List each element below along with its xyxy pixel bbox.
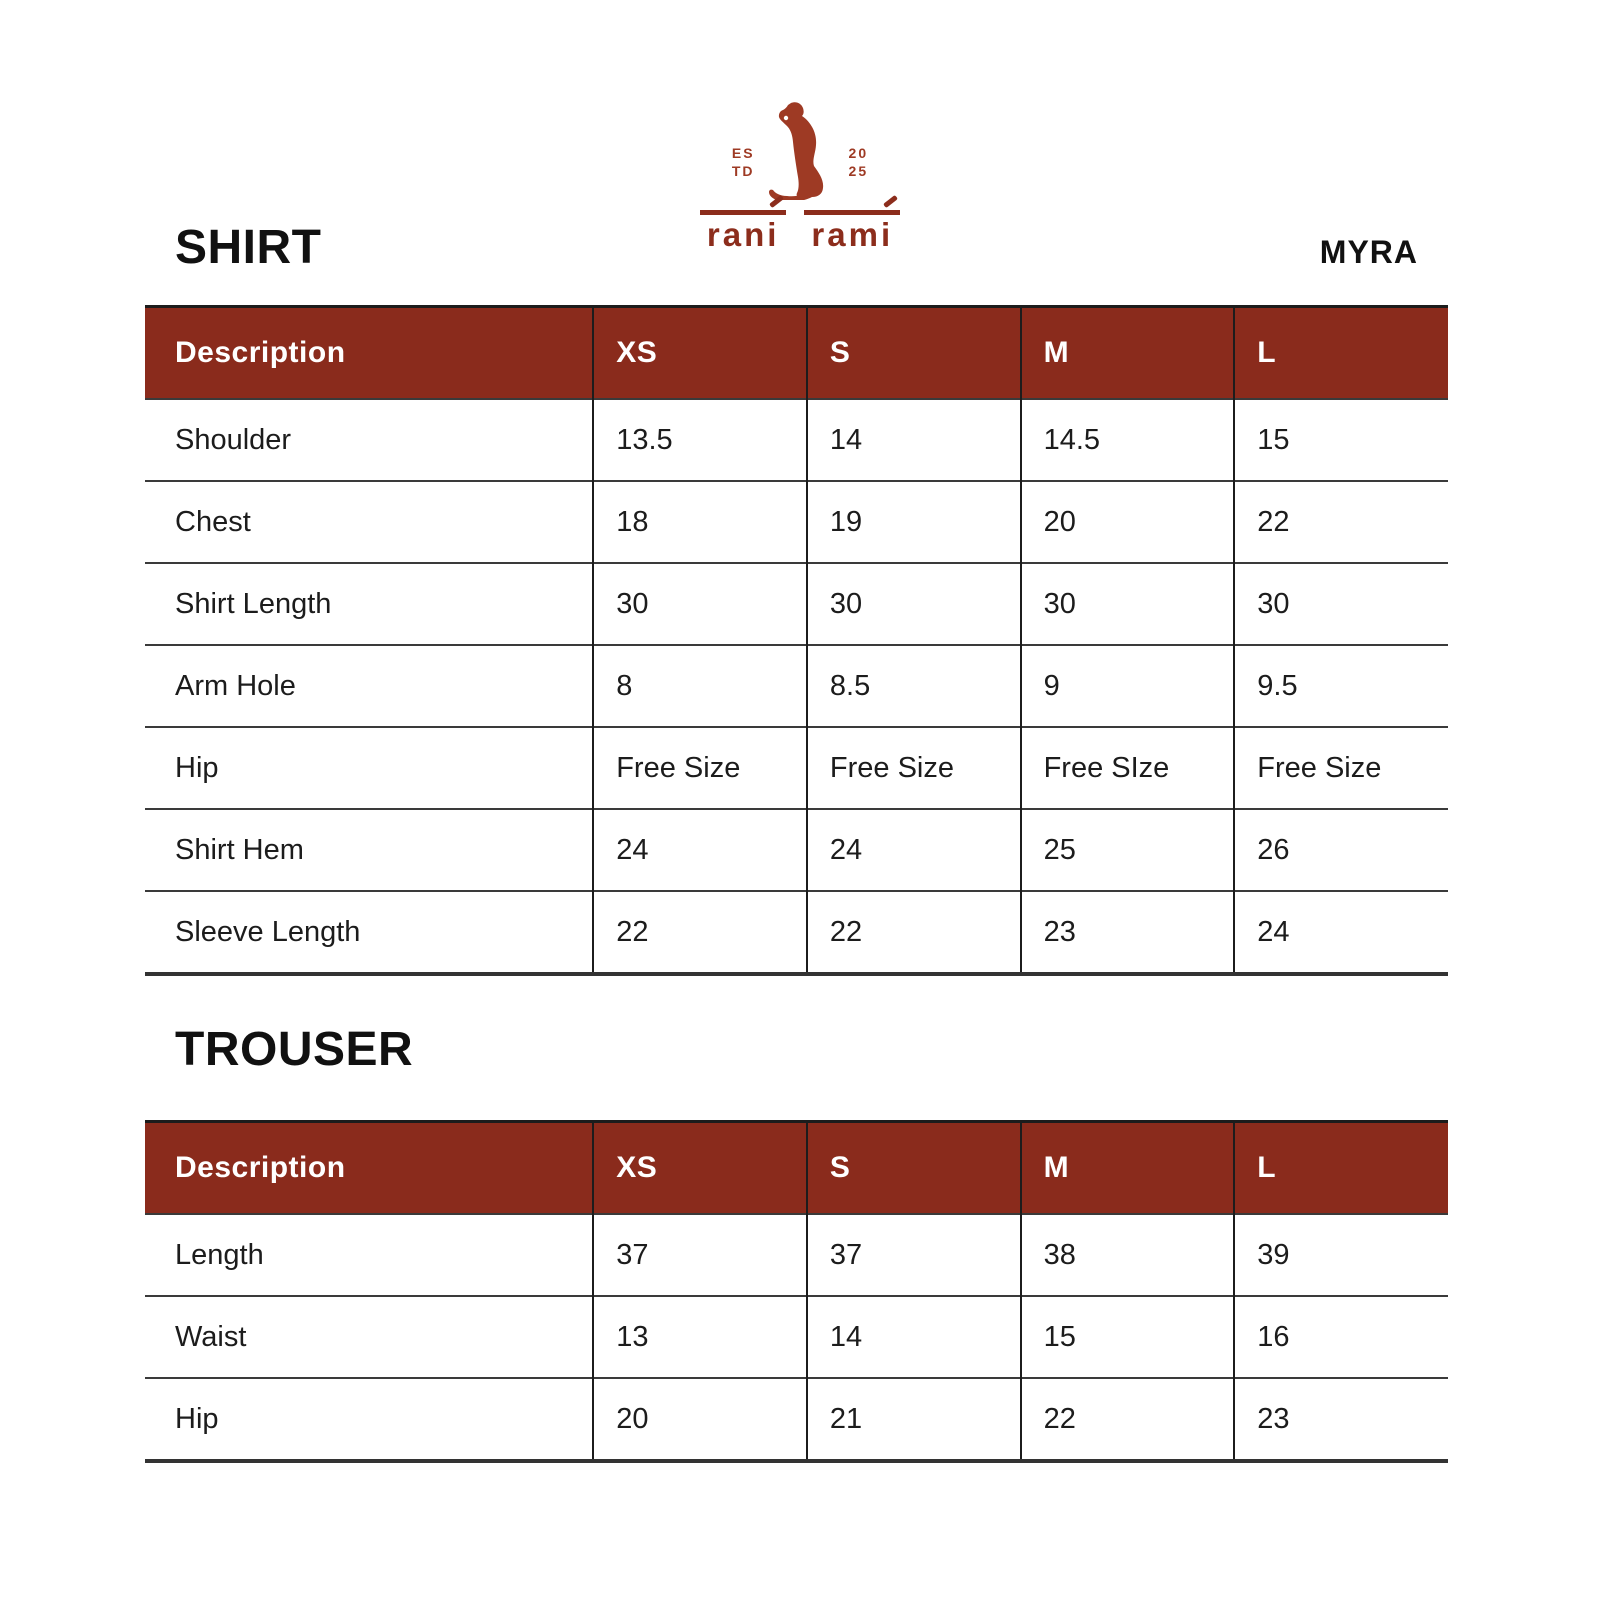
column-header-xs: XS <box>593 307 807 400</box>
column-header-s: S <box>807 307 1021 400</box>
table-row-shirt-length <box>145 563 1448 645</box>
brand-logo <box>0 100 1600 251</box>
cell-value: 22 <box>1021 1378 1235 1461</box>
row-label: Sleeve Length <box>145 891 593 974</box>
row-label: Hip <box>145 1378 593 1461</box>
cell-value: 9.5 <box>1234 645 1448 727</box>
row-label: Arm Hole <box>145 645 593 727</box>
brand-name-word-1: rani <box>700 210 787 251</box>
cell-value: Free Size <box>1234 727 1448 809</box>
table-row-chest <box>145 481 1448 563</box>
cell-value: 22 <box>1234 481 1448 563</box>
cell-value: 37 <box>593 1214 807 1296</box>
row-label: Chest <box>145 481 593 563</box>
cell-value: Free Size <box>593 727 807 809</box>
year-line2: 25 <box>848 162 869 179</box>
table-row-waist <box>145 1296 1448 1378</box>
cell-value: 24 <box>807 809 1021 891</box>
cell-value: 14 <box>807 399 1021 481</box>
trouser-section-title: TROUSER <box>175 1023 414 1076</box>
column-header-l: L <box>1234 1122 1448 1215</box>
product-name: MYRA <box>1319 234 1418 270</box>
column-header-description: Description <box>145 1122 593 1215</box>
shirt-section-title: SHIRT <box>175 221 322 274</box>
cell-value: 16 <box>1234 1296 1448 1378</box>
cell-value: 14.5 <box>1021 399 1235 481</box>
cell-value: 23 <box>1021 891 1235 974</box>
cell-value: 22 <box>807 891 1021 974</box>
cell-value: 15 <box>1234 399 1448 481</box>
cell-value: 30 <box>1234 563 1448 645</box>
column-header-m: M <box>1021 1122 1235 1215</box>
row-label: Shirt Hem <box>145 809 593 891</box>
cell-value: 20 <box>593 1378 807 1461</box>
cell-value: 13 <box>593 1296 807 1378</box>
cell-value: 25 <box>1021 809 1235 891</box>
cell-value: 8.5 <box>807 645 1021 727</box>
cell-value: 14 <box>807 1296 1021 1378</box>
table-row-arm-hole <box>145 645 1448 727</box>
table-row-sleeve-length <box>145 891 1448 974</box>
trouser-size-table <box>145 1120 1448 1463</box>
table-row-shoulder <box>145 399 1448 481</box>
estd-line2: TD <box>731 162 755 179</box>
row-label: Waist <box>145 1296 593 1378</box>
estd-text <box>732 144 755 180</box>
chart-content <box>145 221 1448 1463</box>
trouser-header-row <box>145 1122 1448 1215</box>
column-header-description: Description <box>145 307 593 400</box>
table-row-shirt-hem <box>145 809 1448 891</box>
shirt-size-table <box>145 305 1448 976</box>
cell-value: Free SIze <box>1021 727 1235 809</box>
cell-value: 19 <box>807 481 1021 563</box>
logo-emblem <box>732 100 868 200</box>
cell-value: 38 <box>1021 1214 1235 1296</box>
estd-year-text <box>849 144 869 180</box>
cell-value: 24 <box>593 809 807 891</box>
table-row-hip <box>145 1378 1448 1461</box>
cell-value: 30 <box>1021 563 1235 645</box>
year-line1: 20 <box>848 144 869 161</box>
cell-value: Free Size <box>807 727 1021 809</box>
sitting-tiger-icon <box>765 100 839 200</box>
row-label: Length <box>145 1214 593 1296</box>
cell-value: 30 <box>807 563 1021 645</box>
cell-value: 39 <box>1234 1214 1448 1296</box>
row-label: Shoulder <box>145 399 593 481</box>
row-label: Hip <box>145 727 593 809</box>
cell-value: 22 <box>593 891 807 974</box>
cell-value: 15 <box>1021 1296 1235 1378</box>
cell-value: 37 <box>807 1214 1021 1296</box>
cell-value: 9 <box>1021 645 1235 727</box>
cell-value: 18 <box>593 481 807 563</box>
brand-name-word-2: rami <box>804 210 900 251</box>
brand-name <box>700 210 900 251</box>
cell-value: 24 <box>1234 891 1448 974</box>
shirt-header-row <box>145 307 1448 400</box>
column-header-xs: XS <box>593 1122 807 1215</box>
cell-value: 20 <box>1021 481 1235 563</box>
column-header-l: L <box>1234 307 1448 400</box>
column-header-m: M <box>1021 307 1235 400</box>
table-row-length <box>145 1214 1448 1296</box>
column-header-s: S <box>807 1122 1021 1215</box>
cell-value: 8 <box>593 645 807 727</box>
estd-line1: ES <box>731 144 755 161</box>
table-row-hip <box>145 727 1448 809</box>
cell-value: 30 <box>593 563 807 645</box>
cell-value: 13.5 <box>593 399 807 481</box>
cell-value: 26 <box>1234 809 1448 891</box>
row-label: Shirt Length <box>145 563 593 645</box>
cell-value: 21 <box>807 1378 1021 1461</box>
cell-value: 23 <box>1234 1378 1448 1461</box>
